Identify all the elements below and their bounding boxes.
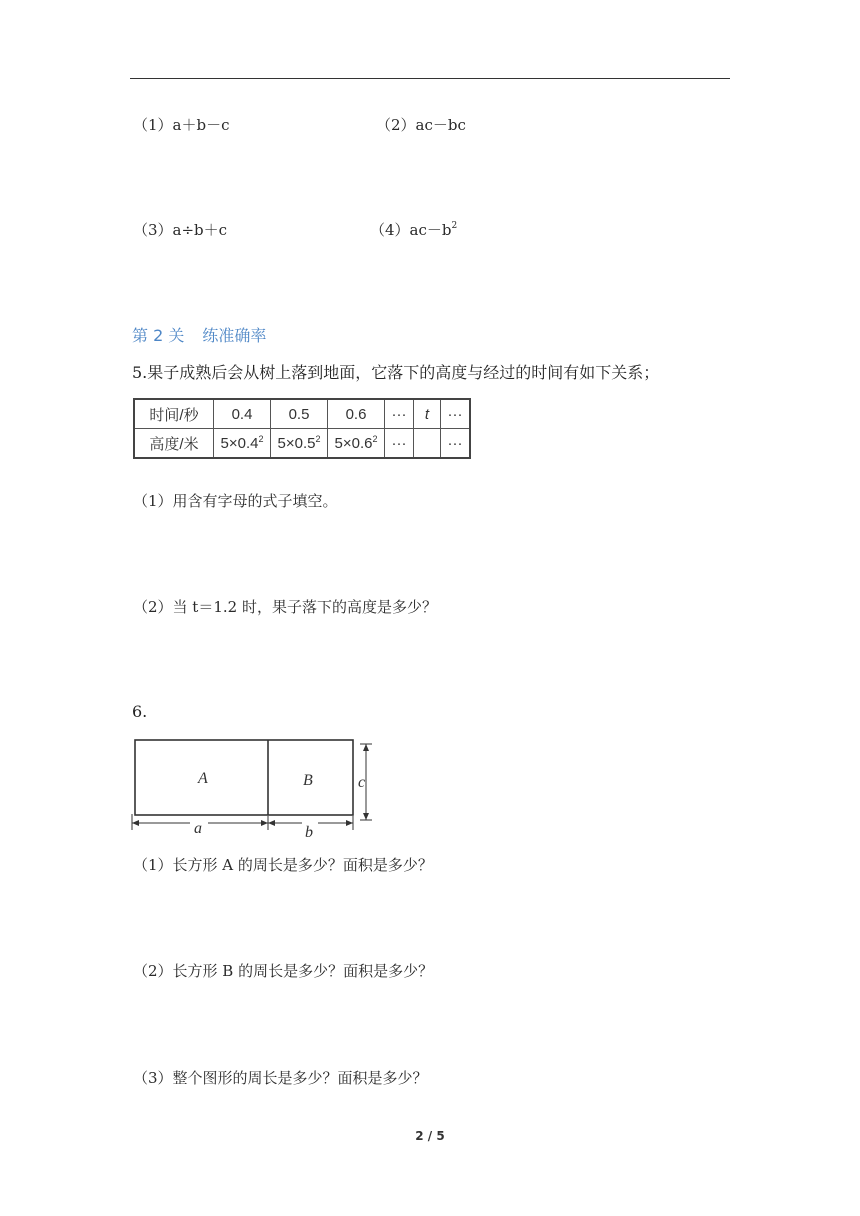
table-cell: 0.4: [214, 399, 271, 429]
problem-5-sub-1: （1）用含有字母的式子填空。: [133, 492, 338, 510]
time-height-table: [133, 398, 471, 459]
expr-3: （3）a÷b＋c: [133, 221, 228, 239]
problem-6-sub-2: （2）长方形 B 的周长是多少？面积是多少？: [133, 962, 434, 980]
table-cell: ···: [385, 429, 414, 459]
section-title: 练准确率: [202, 326, 267, 345]
table-cell: ···: [441, 429, 471, 459]
expr-4-exponent: 2: [451, 221, 458, 231]
section-heading: [132, 323, 266, 346]
header-rule: [130, 78, 730, 79]
arrow-down-icon: [363, 813, 369, 820]
problem-5-text: 5.果子成熟后会从树上落到地面，它落下的高度与经过的时间有如下关系；: [132, 363, 660, 382]
outer-rectangle: [135, 740, 353, 815]
problem-6-number: 6.: [132, 702, 148, 721]
rect-a-label: A: [198, 770, 208, 787]
arrow-up-icon: [363, 744, 369, 751]
expr-2: （2）ac－bc: [376, 116, 466, 134]
rect-b-label: B: [303, 772, 313, 789]
table-cell: 0.5: [271, 399, 328, 429]
table-cell: [271, 429, 328, 459]
rectangle-figure: [120, 730, 390, 840]
dimension-a-label: a: [194, 820, 202, 837]
table-cell: ···: [385, 399, 414, 429]
table-row-time: [134, 399, 470, 429]
page-number: 2 / 5: [415, 1129, 445, 1143]
cell-base: 5×0.6: [334, 435, 373, 452]
table-cell: 时间/秒: [134, 399, 214, 429]
expr-1: （1）a＋b－c: [133, 116, 230, 134]
arrow-left-icon: [132, 820, 139, 826]
arrow-left-icon: [268, 820, 275, 826]
arrow-right-icon: [261, 820, 268, 826]
expr-4: [370, 219, 457, 240]
cell-exponent: 2: [315, 434, 321, 444]
dimension-c-label: c: [358, 774, 366, 791]
table-row-height: [134, 429, 470, 459]
cell-base: 5×0.4: [220, 435, 259, 452]
table-cell: t: [414, 399, 441, 429]
table-cell: [328, 429, 385, 459]
problem-6-sub-3: （3）整个图形的周长是多少？面积是多少？: [133, 1069, 428, 1087]
table-cell: ···: [441, 399, 471, 429]
table-cell: [414, 429, 441, 459]
dimension-b-label: b: [305, 824, 313, 840]
cell-exponent: 2: [372, 434, 378, 444]
expr-4-base: （4）ac－b: [370, 221, 452, 239]
problem-6-sub-1: （1）长方形 A 的周长是多少？面积是多少？: [133, 856, 433, 874]
arrow-right-icon: [346, 820, 353, 826]
cell-exponent: 2: [258, 434, 264, 444]
table-cell: [214, 429, 271, 459]
problem-5-sub-2: （2）当 t＝1.2 时，果子落下的高度是多少？: [133, 598, 437, 616]
table-cell: 0.6: [328, 399, 385, 429]
cell-base: 5×0.5: [277, 435, 316, 452]
table-cell: 高度/米: [134, 429, 214, 459]
section-label: 第 2 关: [132, 326, 185, 345]
